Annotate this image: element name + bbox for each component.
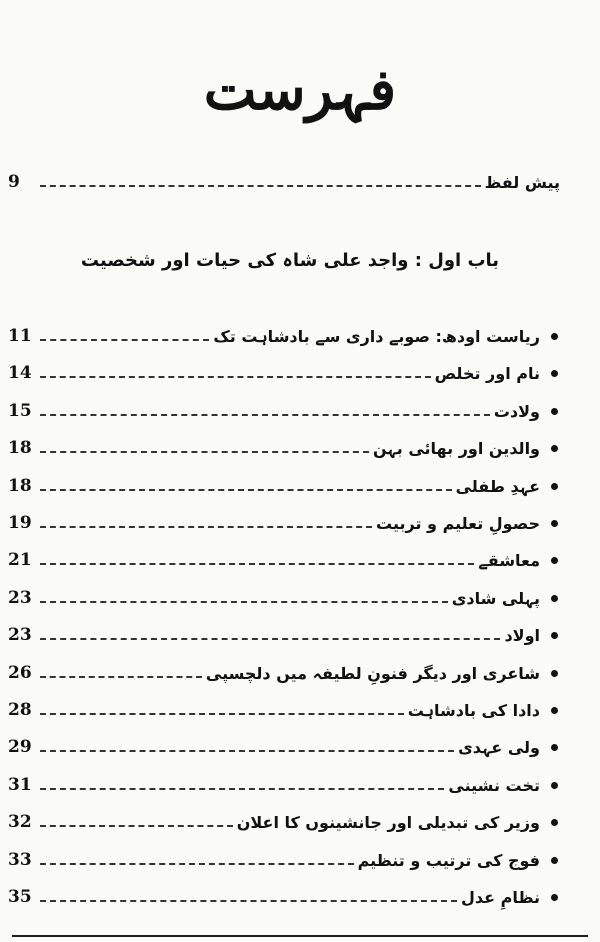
leader-dots <box>40 676 202 678</box>
toc-row[interactable] <box>8 434 540 462</box>
bullet-icon <box>551 707 558 714</box>
bullet-icon <box>551 595 558 602</box>
leader-dots <box>40 638 500 640</box>
page-number: 18 <box>8 476 32 496</box>
page-title: فہرست <box>203 57 397 123</box>
leader-dots <box>40 489 452 491</box>
page-number: 9 <box>8 172 20 192</box>
toc-row-preface[interactable] <box>8 168 560 196</box>
leader-dots <box>40 788 444 790</box>
page-number: 11 <box>8 326 32 346</box>
bullet-icon <box>551 670 558 677</box>
bullet-icon <box>551 370 558 377</box>
bullet-icon <box>551 819 558 826</box>
toc-row[interactable] <box>8 733 540 761</box>
toc-row[interactable] <box>8 546 540 574</box>
bullet-icon <box>551 445 558 452</box>
bullet-icon <box>551 782 558 789</box>
entry-label: ولی عہدی <box>458 737 540 757</box>
entry-label: ولادت <box>493 401 540 421</box>
entry-label: شاعری اور دیگر فنونِ لطیفہ میں دلچسپی <box>205 663 540 683</box>
leader-dots <box>40 825 233 827</box>
page-number: 23 <box>8 588 32 608</box>
toc-row[interactable] <box>8 696 540 724</box>
leader-dots <box>40 563 474 565</box>
bullet-icon <box>551 520 558 527</box>
toc-row[interactable] <box>8 659 540 687</box>
entry-label: اولاد <box>504 625 540 645</box>
toc-row[interactable] <box>8 771 540 799</box>
page-number: 31 <box>8 775 32 795</box>
entry-label: نام اور تخلص <box>434 363 540 383</box>
page-number: 26 <box>8 663 32 683</box>
page-number: 23 <box>8 625 32 645</box>
toc-row[interactable] <box>8 509 540 537</box>
toc-row[interactable] <box>8 472 540 500</box>
leader-dots <box>40 900 457 902</box>
page-number: 21 <box>8 550 32 570</box>
leader-dots <box>40 863 354 865</box>
leader-dots <box>40 376 431 378</box>
toc-row[interactable] <box>8 322 540 350</box>
bullet-icon <box>551 894 558 901</box>
bullet-icon <box>551 557 558 564</box>
toc-row[interactable] <box>8 808 540 836</box>
page-number: 18 <box>8 438 32 458</box>
entry-label: وزیر کی تبدیلی اور جانشینوں کا اعلان <box>236 812 540 832</box>
entry-label: دادا کی بادشاہت <box>407 700 540 720</box>
entry-label: عہدِ طفلی <box>455 476 540 496</box>
entry-label: تخت نشینی <box>448 775 540 795</box>
bullet-icon <box>551 857 558 864</box>
toc-row[interactable] <box>8 846 540 874</box>
entry-label: پیش لفظ <box>484 172 560 192</box>
toc-row[interactable] <box>8 883 540 911</box>
page-number: 19 <box>8 513 32 533</box>
leader-dots <box>40 185 481 187</box>
entry-label: والدین اور بھائی بہن <box>373 438 540 458</box>
toc-row[interactable] <box>8 397 540 425</box>
entry-label: ریاست اودھ: صوبے داری سے بادشاہت تک <box>213 326 540 346</box>
bullet-icon <box>551 744 558 751</box>
bottom-rule <box>12 935 588 937</box>
page-number: 29 <box>8 737 32 757</box>
bullet-icon <box>551 408 558 415</box>
page-number: 33 <box>8 850 32 870</box>
leader-dots <box>40 451 369 453</box>
leader-dots <box>40 713 404 715</box>
bullet-icon <box>551 333 558 340</box>
leader-dots <box>40 750 454 752</box>
entry-label: نظامِ عدل <box>461 887 540 907</box>
entry-label: پہلی شادی <box>451 588 540 608</box>
page-number: 15 <box>8 401 32 421</box>
chapter-heading: باب اول : واجد علی شاہ کی حیات اور شخصیت <box>80 250 500 271</box>
toc-row[interactable] <box>8 359 540 387</box>
bullet-icon <box>551 483 558 490</box>
bullet-icon <box>551 632 558 639</box>
leader-dots <box>40 601 448 603</box>
entry-label: فوج کی ترتیب و تنظیم <box>357 850 540 870</box>
entry-label: حصولِ تعلیم و تربیت <box>376 513 540 533</box>
leader-dots <box>40 414 490 416</box>
page-number: 14 <box>8 363 32 383</box>
toc-row[interactable] <box>8 584 540 612</box>
page-number: 35 <box>8 887 32 907</box>
leader-dots <box>40 526 372 528</box>
leader-dots <box>40 339 209 341</box>
entry-label: معاشقے <box>478 550 540 570</box>
page-number: 28 <box>8 700 32 720</box>
page-number: 32 <box>8 812 32 832</box>
toc-row[interactable] <box>8 621 540 649</box>
